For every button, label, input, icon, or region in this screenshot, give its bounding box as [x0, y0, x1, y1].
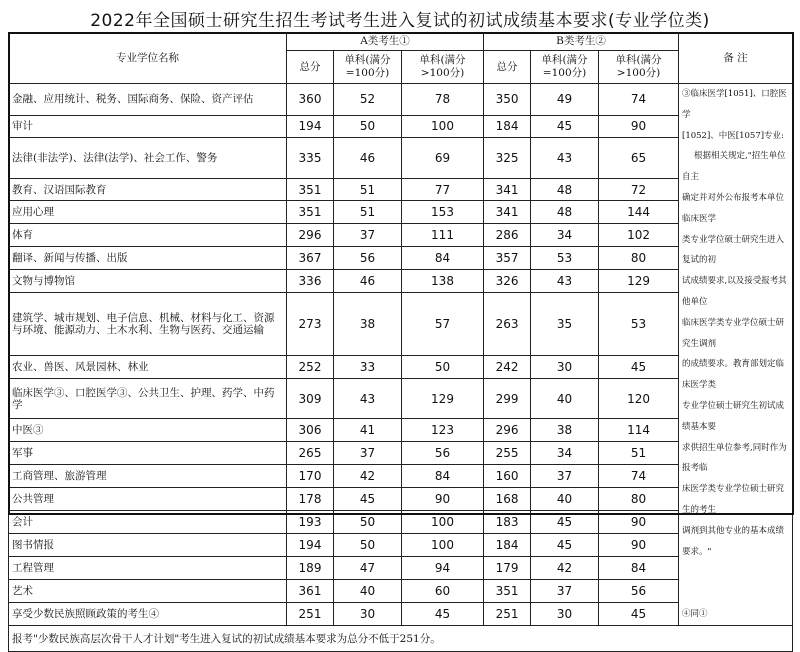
b-single150-score: 90 — [599, 533, 679, 556]
a-single100-score: 45 — [334, 488, 402, 511]
a-single100-score: 41 — [334, 419, 402, 442]
major-name: 法律(非法学)、法律(法学)、社会工作、警务 — [9, 138, 287, 178]
table-row — [9, 84, 793, 116]
b-total-score: 242 — [484, 356, 531, 379]
b-single150-score: 45 — [599, 356, 679, 379]
a-single100-score: 33 — [334, 356, 402, 379]
table-row — [9, 201, 793, 224]
table-row — [9, 510, 793, 533]
a-single150-score: 60 — [402, 579, 484, 602]
note-line — [682, 583, 789, 604]
b-total-score: 183 — [484, 510, 531, 533]
table-row — [9, 533, 793, 556]
b-single150-score: 51 — [599, 442, 679, 465]
b-single100-score: 37 — [531, 579, 599, 602]
a-single150-score: 129 — [402, 379, 484, 419]
b-total-score: 255 — [484, 442, 531, 465]
b-single100-score: 37 — [531, 465, 599, 488]
b-single100-score: 48 — [531, 201, 599, 224]
remark-notes — [679, 84, 793, 626]
a-total-score: 265 — [287, 442, 334, 465]
b-total-score: 357 — [484, 247, 531, 270]
table-row — [9, 488, 793, 511]
b-single150-score: 53 — [599, 293, 679, 356]
major-name: 公共管理 — [9, 488, 287, 511]
table-row — [9, 178, 793, 201]
b-single150-score: 114 — [599, 419, 679, 442]
a-single150-score: 77 — [402, 178, 484, 201]
a-total-score: 273 — [287, 293, 334, 356]
header-a-total: 总分 — [287, 51, 334, 84]
a-single100-score: 30 — [334, 602, 402, 625]
note-line: 确定并对外公布报考本单位临床医学 — [682, 192, 785, 224]
table-row — [9, 293, 793, 356]
note-line — [682, 562, 789, 583]
a-single100-score: 37 — [334, 224, 402, 247]
note-line: 试成绩要求,以及接受报考其他单位 — [682, 276, 787, 307]
a-single100-score: 56 — [334, 247, 402, 270]
major-name: 享受少数民族照顾政策的考生④ — [9, 602, 287, 625]
a-single100-score: 46 — [334, 270, 402, 293]
note-line: 临床医学类专业学位硕士研究生调剂 — [682, 317, 785, 349]
a-total-score: 309 — [287, 379, 334, 419]
a-total-score: 194 — [287, 115, 334, 138]
header-a-single150: 单科(满分 >100分) — [402, 51, 484, 84]
table-row — [9, 602, 793, 625]
b-single150-score: 74 — [599, 465, 679, 488]
major-name: 教育、汉语国际教育 — [9, 178, 287, 201]
b-total-score: 350 — [484, 84, 531, 116]
major-name: 建筑学、城市规划、电子信息、机械、材料与化工、资源与环境、能源动力、土木水利、生物与医药、交通运输 — [9, 293, 287, 356]
header-b-single150: 单科(满分 >100分) — [599, 51, 679, 84]
b-single100-score: 30 — [531, 356, 599, 379]
score-table — [8, 32, 793, 652]
b-total-score: 325 — [484, 138, 531, 178]
header-group-a: A类考生① — [287, 33, 484, 51]
major-name: 图书情报 — [9, 533, 287, 556]
a-total-score: 178 — [287, 488, 334, 511]
a-total-score: 170 — [287, 465, 334, 488]
table-row — [9, 442, 793, 465]
b-single100-score: 38 — [531, 419, 599, 442]
b-single150-score: 84 — [599, 556, 679, 579]
page-title: 2022年全国硕士研究生招生考试考生进入复试的初试成绩基本要求(专业学位类) — [90, 11, 710, 31]
a-single100-score: 38 — [334, 293, 402, 356]
note-line: 类专业学位硕士研究生进入复试的初 — [682, 234, 785, 266]
note-line: 调剂到其他专业的基本成绩要求。" — [682, 525, 785, 557]
major-name: 临床医学③、口腔医学③、公共卫生、护理、药学、中药学 — [9, 379, 287, 419]
a-single100-score: 51 — [334, 201, 402, 224]
header-a-single100: 单科(满分 =100分) — [334, 51, 402, 84]
table-row — [9, 556, 793, 579]
note-line: ④同① — [682, 608, 708, 619]
major-name: 会计 — [9, 510, 287, 533]
a-single100-score: 50 — [334, 115, 402, 138]
a-total-score: 194 — [287, 533, 334, 556]
b-single150-score: 56 — [599, 579, 679, 602]
major-name: 工商管理、旅游管理 — [9, 465, 287, 488]
b-total-score: 299 — [484, 379, 531, 419]
a-single100-score: 42 — [334, 465, 402, 488]
a-total-score: 189 — [287, 556, 334, 579]
a-total-score: 351 — [287, 201, 334, 224]
a-single150-score: 100 — [402, 115, 484, 138]
a-single100-score: 51 — [334, 178, 402, 201]
major-name: 工程管理 — [9, 556, 287, 579]
header-b-total: 总分 — [484, 51, 531, 84]
table-row — [9, 138, 793, 178]
b-total-score: 184 — [484, 115, 531, 138]
a-single150-score: 57 — [402, 293, 484, 356]
b-single150-score: 144 — [599, 201, 679, 224]
b-single100-score: 45 — [531, 533, 599, 556]
a-single100-score: 40 — [334, 579, 402, 602]
header-b-single100: 单科(满分 =100分) — [531, 51, 599, 84]
a-single100-score: 50 — [334, 510, 402, 533]
table-row — [9, 247, 793, 270]
table-row — [9, 419, 793, 442]
b-single100-score: 40 — [531, 488, 599, 511]
major-name: 审计 — [9, 115, 287, 138]
a-single150-score: 138 — [402, 270, 484, 293]
b-single150-score: 74 — [599, 84, 679, 116]
a-single150-score: 84 — [402, 465, 484, 488]
table-row — [9, 270, 793, 293]
footer-note: 报考"少数民族高层次骨干人才计划"考生进入复试的初试成绩基本要求为总分不低于251分。 — [9, 625, 793, 651]
b-total-score: 168 — [484, 488, 531, 511]
a-single100-score: 43 — [334, 379, 402, 419]
b-single100-score: 48 — [531, 178, 599, 201]
b-single150-score: 45 — [599, 602, 679, 625]
b-total-score: 341 — [484, 178, 531, 201]
b-total-score: 341 — [484, 201, 531, 224]
table-row — [9, 579, 793, 602]
b-total-score: 160 — [484, 465, 531, 488]
table-row — [9, 224, 793, 247]
note-line: 根据相关规定,"招生单位自主 — [682, 151, 786, 183]
b-single100-score: 49 — [531, 84, 599, 116]
b-single100-score: 43 — [531, 138, 599, 178]
b-single150-score: 80 — [599, 247, 679, 270]
b-total-score: 251 — [484, 602, 531, 625]
a-single100-score: 52 — [334, 84, 402, 116]
a-single150-score: 69 — [402, 138, 484, 178]
a-total-score: 193 — [287, 510, 334, 533]
b-single100-score: 34 — [531, 442, 599, 465]
note-line: 床医学类专业学位硕士研究生的考生 — [682, 484, 785, 515]
header-name: 专业学位名称 — [9, 33, 287, 84]
header-remark: 备 注 — [679, 33, 793, 84]
b-single150-score: 90 — [599, 510, 679, 533]
major-name: 文物与博物馆 — [9, 270, 287, 293]
major-name: 农业、兽医、风景园林、林业 — [9, 356, 287, 379]
a-single100-score: 47 — [334, 556, 402, 579]
a-total-score: 252 — [287, 356, 334, 379]
b-single100-score: 45 — [531, 510, 599, 533]
major-name: 中医③ — [9, 419, 287, 442]
b-single100-score: 30 — [531, 602, 599, 625]
a-total-score: 336 — [287, 270, 334, 293]
major-name: 金融、应用统计、税务、国际商务、保险、资产评估 — [9, 84, 287, 116]
b-single150-score: 102 — [599, 224, 679, 247]
a-single150-score: 123 — [402, 419, 484, 442]
a-total-score: 306 — [287, 419, 334, 442]
a-total-score: 361 — [287, 579, 334, 602]
a-single150-score: 90 — [402, 488, 484, 511]
b-total-score: 351 — [484, 579, 531, 602]
a-total-score: 360 — [287, 84, 334, 116]
major-name: 艺术 — [9, 579, 287, 602]
a-single150-score: 111 — [402, 224, 484, 247]
major-name: 体育 — [9, 224, 287, 247]
major-name: 军事 — [9, 442, 287, 465]
b-total-score: 184 — [484, 533, 531, 556]
b-single150-score: 129 — [599, 270, 679, 293]
a-single100-score: 50 — [334, 533, 402, 556]
a-single100-score: 46 — [334, 138, 402, 178]
header-group-b: B类考生② — [484, 33, 679, 51]
b-single100-score: 42 — [531, 556, 599, 579]
a-total-score: 367 — [287, 247, 334, 270]
b-total-score: 286 — [484, 224, 531, 247]
table-row — [9, 379, 793, 419]
note-line: 专业学位硕士研究生初试成绩基本要 — [682, 400, 785, 432]
b-single100-score: 34 — [531, 224, 599, 247]
a-single150-score: 45 — [402, 602, 484, 625]
a-total-score: 335 — [287, 138, 334, 178]
b-single150-score: 90 — [599, 115, 679, 138]
table-row — [9, 356, 793, 379]
b-total-score: 179 — [484, 556, 531, 579]
major-name: 翻译、新闻与传播、出版 — [9, 247, 287, 270]
a-total-score: 351 — [287, 178, 334, 201]
b-single100-score: 43 — [531, 270, 599, 293]
a-single150-score: 100 — [402, 533, 484, 556]
b-single100-score: 35 — [531, 293, 599, 356]
b-single100-score: 40 — [531, 379, 599, 419]
a-total-score: 296 — [287, 224, 334, 247]
b-single150-score: 80 — [599, 488, 679, 511]
b-single100-score: 45 — [531, 115, 599, 138]
a-single100-score: 37 — [334, 442, 402, 465]
major-name: 应用心理 — [9, 201, 287, 224]
a-total-score: 251 — [287, 602, 334, 625]
note-line: 的成绩要求。教育部划定临床医学类 — [682, 359, 785, 391]
b-single150-score: 65 — [599, 138, 679, 178]
b-single100-score: 53 — [531, 247, 599, 270]
a-single150-score: 78 — [402, 84, 484, 116]
b-single150-score: 72 — [599, 178, 679, 201]
b-total-score: 263 — [484, 293, 531, 356]
table-row — [9, 115, 793, 138]
b-total-score: 326 — [484, 270, 531, 293]
a-single150-score: 94 — [402, 556, 484, 579]
note-line: 求供招生单位参考,同时作为报考临 — [682, 442, 787, 474]
b-single150-score: 120 — [599, 379, 679, 419]
a-single150-score: 50 — [402, 356, 484, 379]
b-total-score: 296 — [484, 419, 531, 442]
note-line: ③临床医学[1051]、口腔医学 — [682, 89, 787, 120]
note-line: [1052]、中医[1057]专业: — [682, 130, 784, 141]
a-single150-score: 56 — [402, 442, 484, 465]
a-single150-score: 153 — [402, 201, 484, 224]
table-row — [9, 465, 793, 488]
a-single150-score: 100 — [402, 510, 484, 533]
a-single150-score: 84 — [402, 247, 484, 270]
